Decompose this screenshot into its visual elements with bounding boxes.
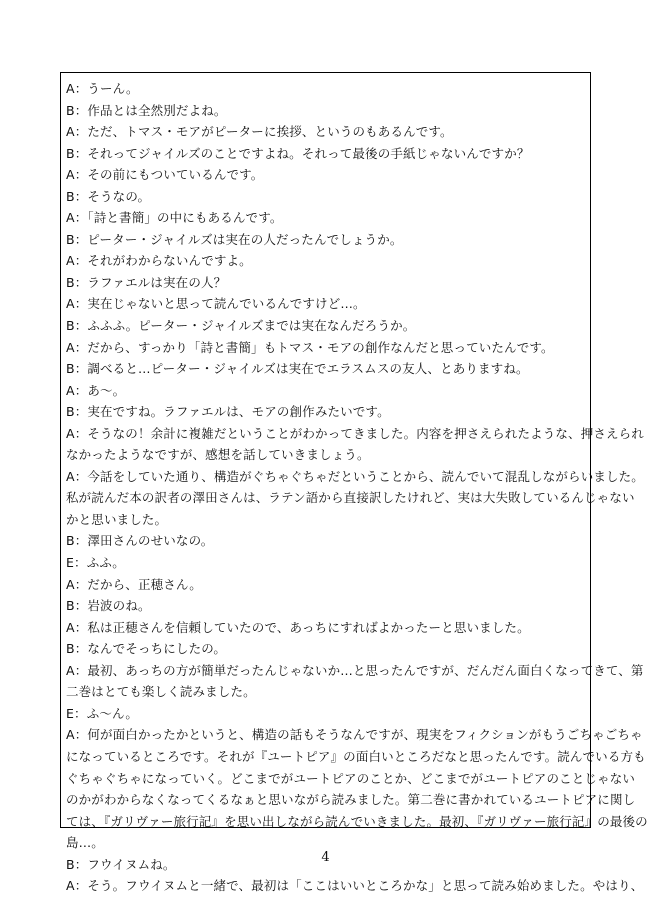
transcript-line: A：だから、すっかり「詩と書簡」もトマス・モアの創作なんだと思っていたんです。 — [66, 339, 554, 355]
transcript-line: 私が読んだ本の訳者の澤田さんは、ラテン語から直接訳したけれど、実は大失敗しているんじゃない — [66, 490, 635, 506]
transcript-line: ぐちゃぐちゃになっていく。どこまでがユートピアのことか、どこまでがユートピアのことじゃない — [66, 770, 636, 786]
transcript-line: なかったようなですが、感想を話していきましょう。 — [66, 447, 370, 463]
transcript-line: 島…。 — [66, 835, 104, 851]
transcript-line: B：実在ですね。ラファエルは、モアの創作みたいです。 — [66, 404, 390, 420]
transcript-line: A：そう。フウイヌムと一緒で、最初は「ここはいいところかな」と思って読み始めました。やはり、 — [66, 878, 644, 894]
transcript-line: になっているところです。それが『ユートピア』の面白いところだなと思ったんです。読んでいる方も — [66, 748, 646, 764]
transcript-line: のかがわからなくなってくるなぁと思いながら読みました。第二巻に書かれているユートピアに関し — [66, 792, 636, 808]
transcript-line: B：ふふふ。ピーター・ジャイルズまでは実在なんだろうか。 — [66, 318, 416, 334]
transcript-line: E：ふふ。 — [66, 555, 125, 571]
transcript-line: A：何が面白かったかというと、構造の話もそうなんですが、現実をフィクションがもうごちゃごちゃ — [66, 727, 643, 743]
transcript-line: B：そうなの。 — [66, 188, 151, 204]
transcript-line: B：それってジャイルズのことですよね。それって最後の手紙じゃないんですか？ — [66, 145, 530, 161]
transcript-line: B：フウイヌムね。 — [66, 856, 176, 872]
transcript-line: B：澤田さんのせいなの。 — [66, 533, 214, 549]
transcript-line: B：岩波のね。 — [66, 598, 151, 614]
transcript-line: A：私は正穂さんを信頼していたので、あっちにすればよかったーと思いました。 — [66, 619, 530, 635]
transcript-line: A：今話をしていた通り、構造がぐちゃぐちゃだということから、読んでいて混乱しながらいました。 — [66, 468, 644, 484]
transcript-line: ては、『ガリヴァー旅行記』を思い出しながら読んでいきました。最初、『ガリヴァー旅行記』の最後の — [66, 813, 648, 829]
transcript-line: A：実在じゃないと思って読んでいるんですけど…。 — [66, 296, 366, 312]
transcript-line: かと思いました。 — [66, 511, 168, 527]
transcript-line: A：その前にもついているんです。 — [66, 167, 264, 183]
transcript-line: A：そうなの！余計に複雑だということがわかってきました。内容を押さえられたような、押さえられ — [66, 425, 644, 441]
transcript-line: A：ただ、トマス・モアがピーターに挨拶、というのもあるんです。 — [66, 124, 453, 140]
transcript-line: B：作品とは全然別だよね。 — [66, 102, 227, 118]
transcript-line: B：ラファエルは実在の人？ — [66, 274, 227, 290]
transcript-line: A：あ～。 — [66, 382, 126, 398]
transcript-line: A：うーん。 — [66, 81, 139, 96]
transcript-line: A：「詩と書簡」の中にもあるんです。 — [66, 210, 283, 226]
transcript-line: B：ピーター・ジャイルズは実在の人だったんでしょうか。 — [66, 231, 403, 247]
transcript-line: A：だから、正穂さん。 — [66, 576, 202, 592]
transcript-line: B：なんでそっちにしたの。 — [66, 641, 227, 657]
transcript-line: 二巻はとても楽しく読みました。 — [66, 684, 256, 700]
transcript-box — [60, 72, 648, 894]
transcript-line: E：ふ～ん。 — [66, 705, 139, 721]
page-number: 4 — [321, 850, 330, 865]
transcript-line: A：最初、あっちの方が簡単だったんじゃないか…と思ったんですが、だんだん面白くなってきて、第 — [66, 662, 644, 678]
transcript-line: B：調べると…ピーター・ジャイルズは実在でエラスムスの友人、とありますね。 — [66, 361, 529, 377]
transcript-line: A：それがわからないんですよ。 — [66, 253, 252, 269]
